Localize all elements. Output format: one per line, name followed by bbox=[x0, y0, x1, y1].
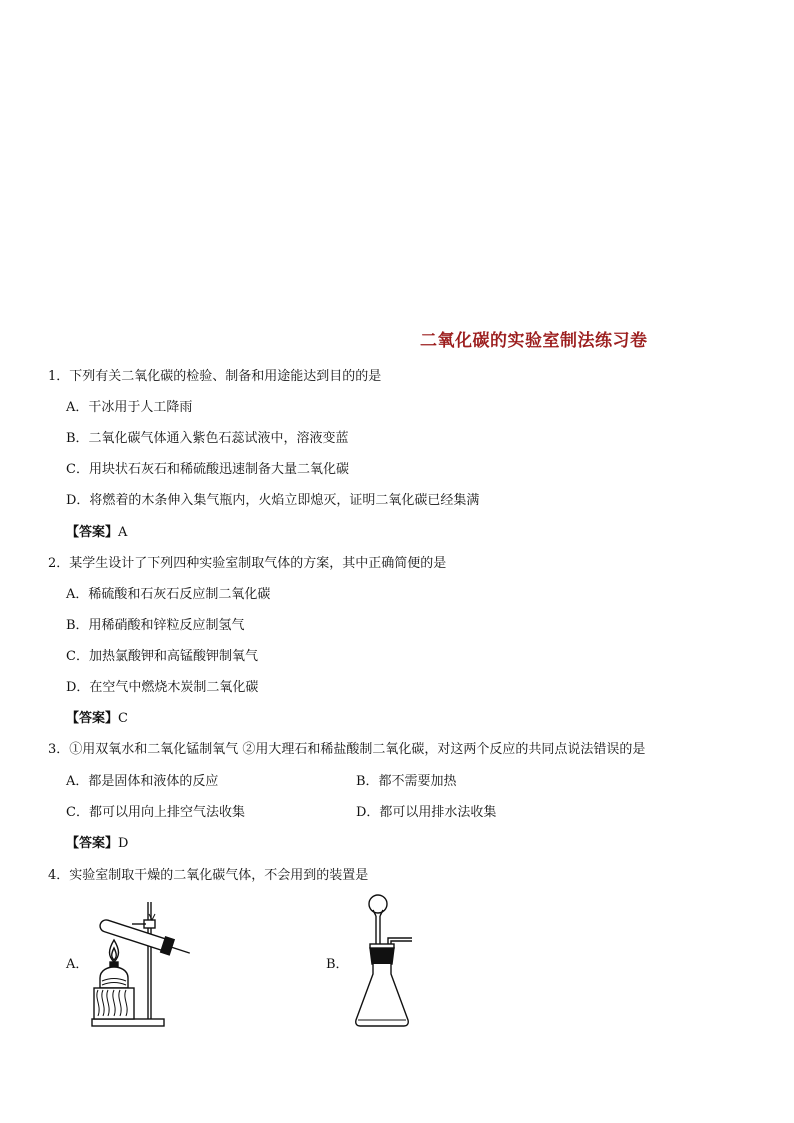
answer-value: A bbox=[118, 525, 128, 540]
question-1-option-b: B．二氧化碳气体通入紫色石蕊试液中，溶液变蓝 bbox=[66, 431, 349, 446]
question-2-option-d: D．在空气中燃烧木炭制二氧化碳 bbox=[66, 680, 259, 695]
question-1-option-d: D．将燃着的木条伸入集气瓶内，火焰立即熄灭，证明二氧化碳已经集满 bbox=[66, 493, 480, 508]
question-3-option-a: A．都是固体和液体的反应 bbox=[66, 774, 219, 789]
page-title: 二氧化碳的实验室制法练习卷 bbox=[420, 331, 648, 351]
question-4-figure-label-b: B． bbox=[326, 957, 349, 972]
question-3-option-b: B．都不需要加热 bbox=[356, 774, 457, 789]
question-1-answer bbox=[66, 524, 127, 542]
answer-label: 【答案】 bbox=[66, 836, 119, 851]
question-3-option-c: C．都可以用向上排空气法收集 bbox=[66, 805, 245, 820]
question-1-stem: 1．下列有关二氧化碳的检验、制备和用途能达到目的的是 bbox=[48, 369, 382, 384]
question-1-option-c: C．用块状石灰石和稀硫酸迅速制备大量二氧化碳 bbox=[66, 462, 349, 477]
answer-label: 【答案】 bbox=[66, 711, 119, 726]
question-4-figure-label-a: A． bbox=[66, 957, 89, 972]
question-1-option-a: A．干冰用于人工降雨 bbox=[66, 400, 193, 415]
question-2-option-a: A．稀硫酸和石灰石反应制二氧化碳 bbox=[66, 587, 271, 602]
answer-value: C bbox=[118, 711, 128, 726]
answer-value: D bbox=[118, 836, 129, 851]
question-3-answer bbox=[66, 835, 128, 853]
question-2-stem: 2．某学生设计了下列四种实验室制取气体的方案，其中正确简便的是 bbox=[48, 556, 447, 571]
question-2-answer bbox=[66, 710, 128, 728]
question-3-option-d: D．都可以用排水法收集 bbox=[356, 805, 497, 820]
question-4-stem: 4．实验室制取干燥的二氧化碳气体，不会用到的装置是 bbox=[48, 868, 369, 883]
answer-label: 【答案】 bbox=[66, 525, 119, 540]
conical-flask-apparatus-icon bbox=[350, 892, 416, 1032]
question-2-option-b: B．用稀硝酸和锌粒反应制氢气 bbox=[66, 618, 245, 633]
heating-apparatus-icon bbox=[88, 898, 200, 1030]
question-2-option-c: C．加热氯酸钾和高锰酸钾制氧气 bbox=[66, 649, 258, 664]
question-3-stem: 3．①用双氧水和二氧化锰制氧气 ②用大理石和稀盐酸制二氧化碳，对这两个反应的共同点说法错误的是 bbox=[48, 742, 646, 757]
